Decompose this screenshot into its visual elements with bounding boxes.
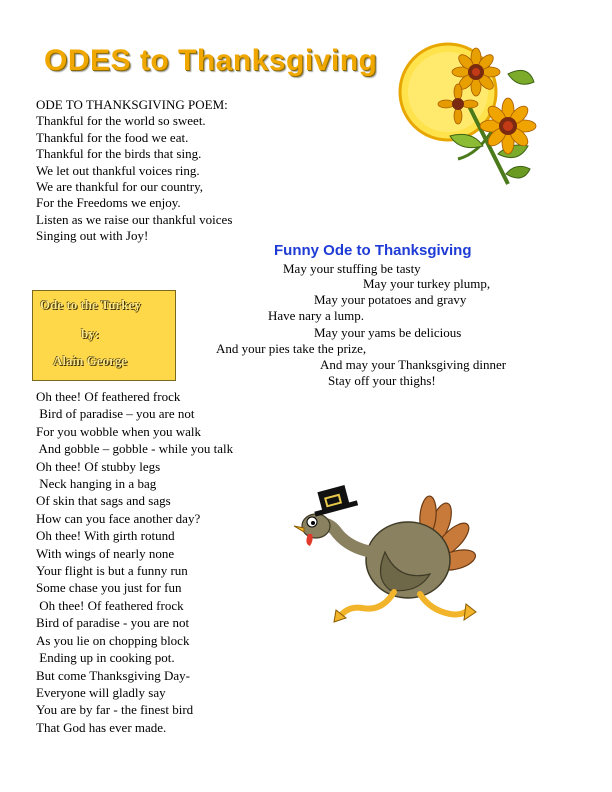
- poem-line: We are thankful for our country,: [36, 179, 204, 195]
- funny-ode-line: And your pies take the prize,: [216, 341, 367, 356]
- poem-line: Oh thee! Of feathered frock: [36, 389, 181, 404]
- poem-heading: ODE TO THANKSGIVING POEM:: [36, 97, 228, 112]
- poem-line: That God has ever made.: [36, 719, 167, 735]
- poem-line: How can you face another day?: [36, 510, 201, 526]
- turkey-poem: [36, 388, 233, 736]
- thanksgiving-poem: [36, 97, 232, 245]
- poem-line: Neck hanging in a bag: [36, 476, 157, 492]
- poem-line: For the Freedoms we enjoy.: [36, 195, 181, 211]
- turkey-ode-title: Ode to the Turkey: [40, 297, 141, 312]
- funny-ode-line: May your stuffing be tasty: [283, 261, 421, 276]
- turkey-image: [290, 482, 480, 642]
- poem-line: Thankful for the birds that sing.: [36, 146, 202, 162]
- poem-line: Ending up in cooking pot.: [36, 650, 175, 666]
- poem-line: Some chase you just for fun: [36, 580, 182, 596]
- poem-line: Oh thee! Of stubby legs: [36, 458, 161, 474]
- poem-line: And gobble – gobble - while you talk: [36, 441, 234, 457]
- poem-line: For you wobble when you walk: [36, 423, 202, 439]
- funny-ode-title: Funny Ode to Thanksgiving: [274, 242, 472, 259]
- funny-ode-line: Stay off your thighs!: [328, 373, 436, 388]
- turkey-ode-title-box: [32, 290, 176, 381]
- funny-ode-line: May your potatoes and gravy: [314, 292, 467, 307]
- turkey-ode-by: by:: [81, 326, 100, 341]
- poem-line: Singing out with Joy!: [36, 228, 149, 244]
- poem-line: With wings of nearly none: [36, 545, 175, 561]
- funny-ode-line: May your yams be delicious: [314, 325, 462, 340]
- poem-line: Listen as we raise our thankful voices: [36, 211, 233, 227]
- turkey-ode-author: Alain George: [53, 353, 128, 368]
- funny-ode-line: May your turkey plump,: [363, 276, 491, 291]
- poem-line: But come Thanksgiving Day-: [36, 667, 190, 683]
- poem-line: Everyone will gladly say: [36, 684, 166, 700]
- poem-line: Bird of paradise - you are not: [36, 615, 190, 631]
- poem-line: We let out thankful voices ring.: [36, 162, 200, 178]
- page-title: ODES to Thanksgiving: [44, 44, 378, 77]
- poem-line: Oh thee! With girth rotund: [36, 528, 175, 544]
- poem-line: Thankful for the world so sweet.: [36, 113, 206, 129]
- funny-ode-line: And may your Thanksgiving dinner: [320, 357, 507, 372]
- poem-line: Oh thee! Of feathered frock: [36, 597, 184, 613]
- poem-line: Your flight is but a funny run: [36, 563, 188, 579]
- funny-ode-line: Have nary a lump.: [268, 308, 365, 323]
- poem-line: Of skin that sags and sags: [36, 493, 171, 509]
- poem-line: Thankful for the food we eat.: [36, 129, 189, 145]
- sunflowers-image: [398, 34, 538, 194]
- poem-line: You are by far - the finest bird: [36, 702, 194, 718]
- poem-line: As you lie on chopping block: [36, 632, 190, 648]
- poem-line: Bird of paradise – you are not: [36, 406, 195, 422]
